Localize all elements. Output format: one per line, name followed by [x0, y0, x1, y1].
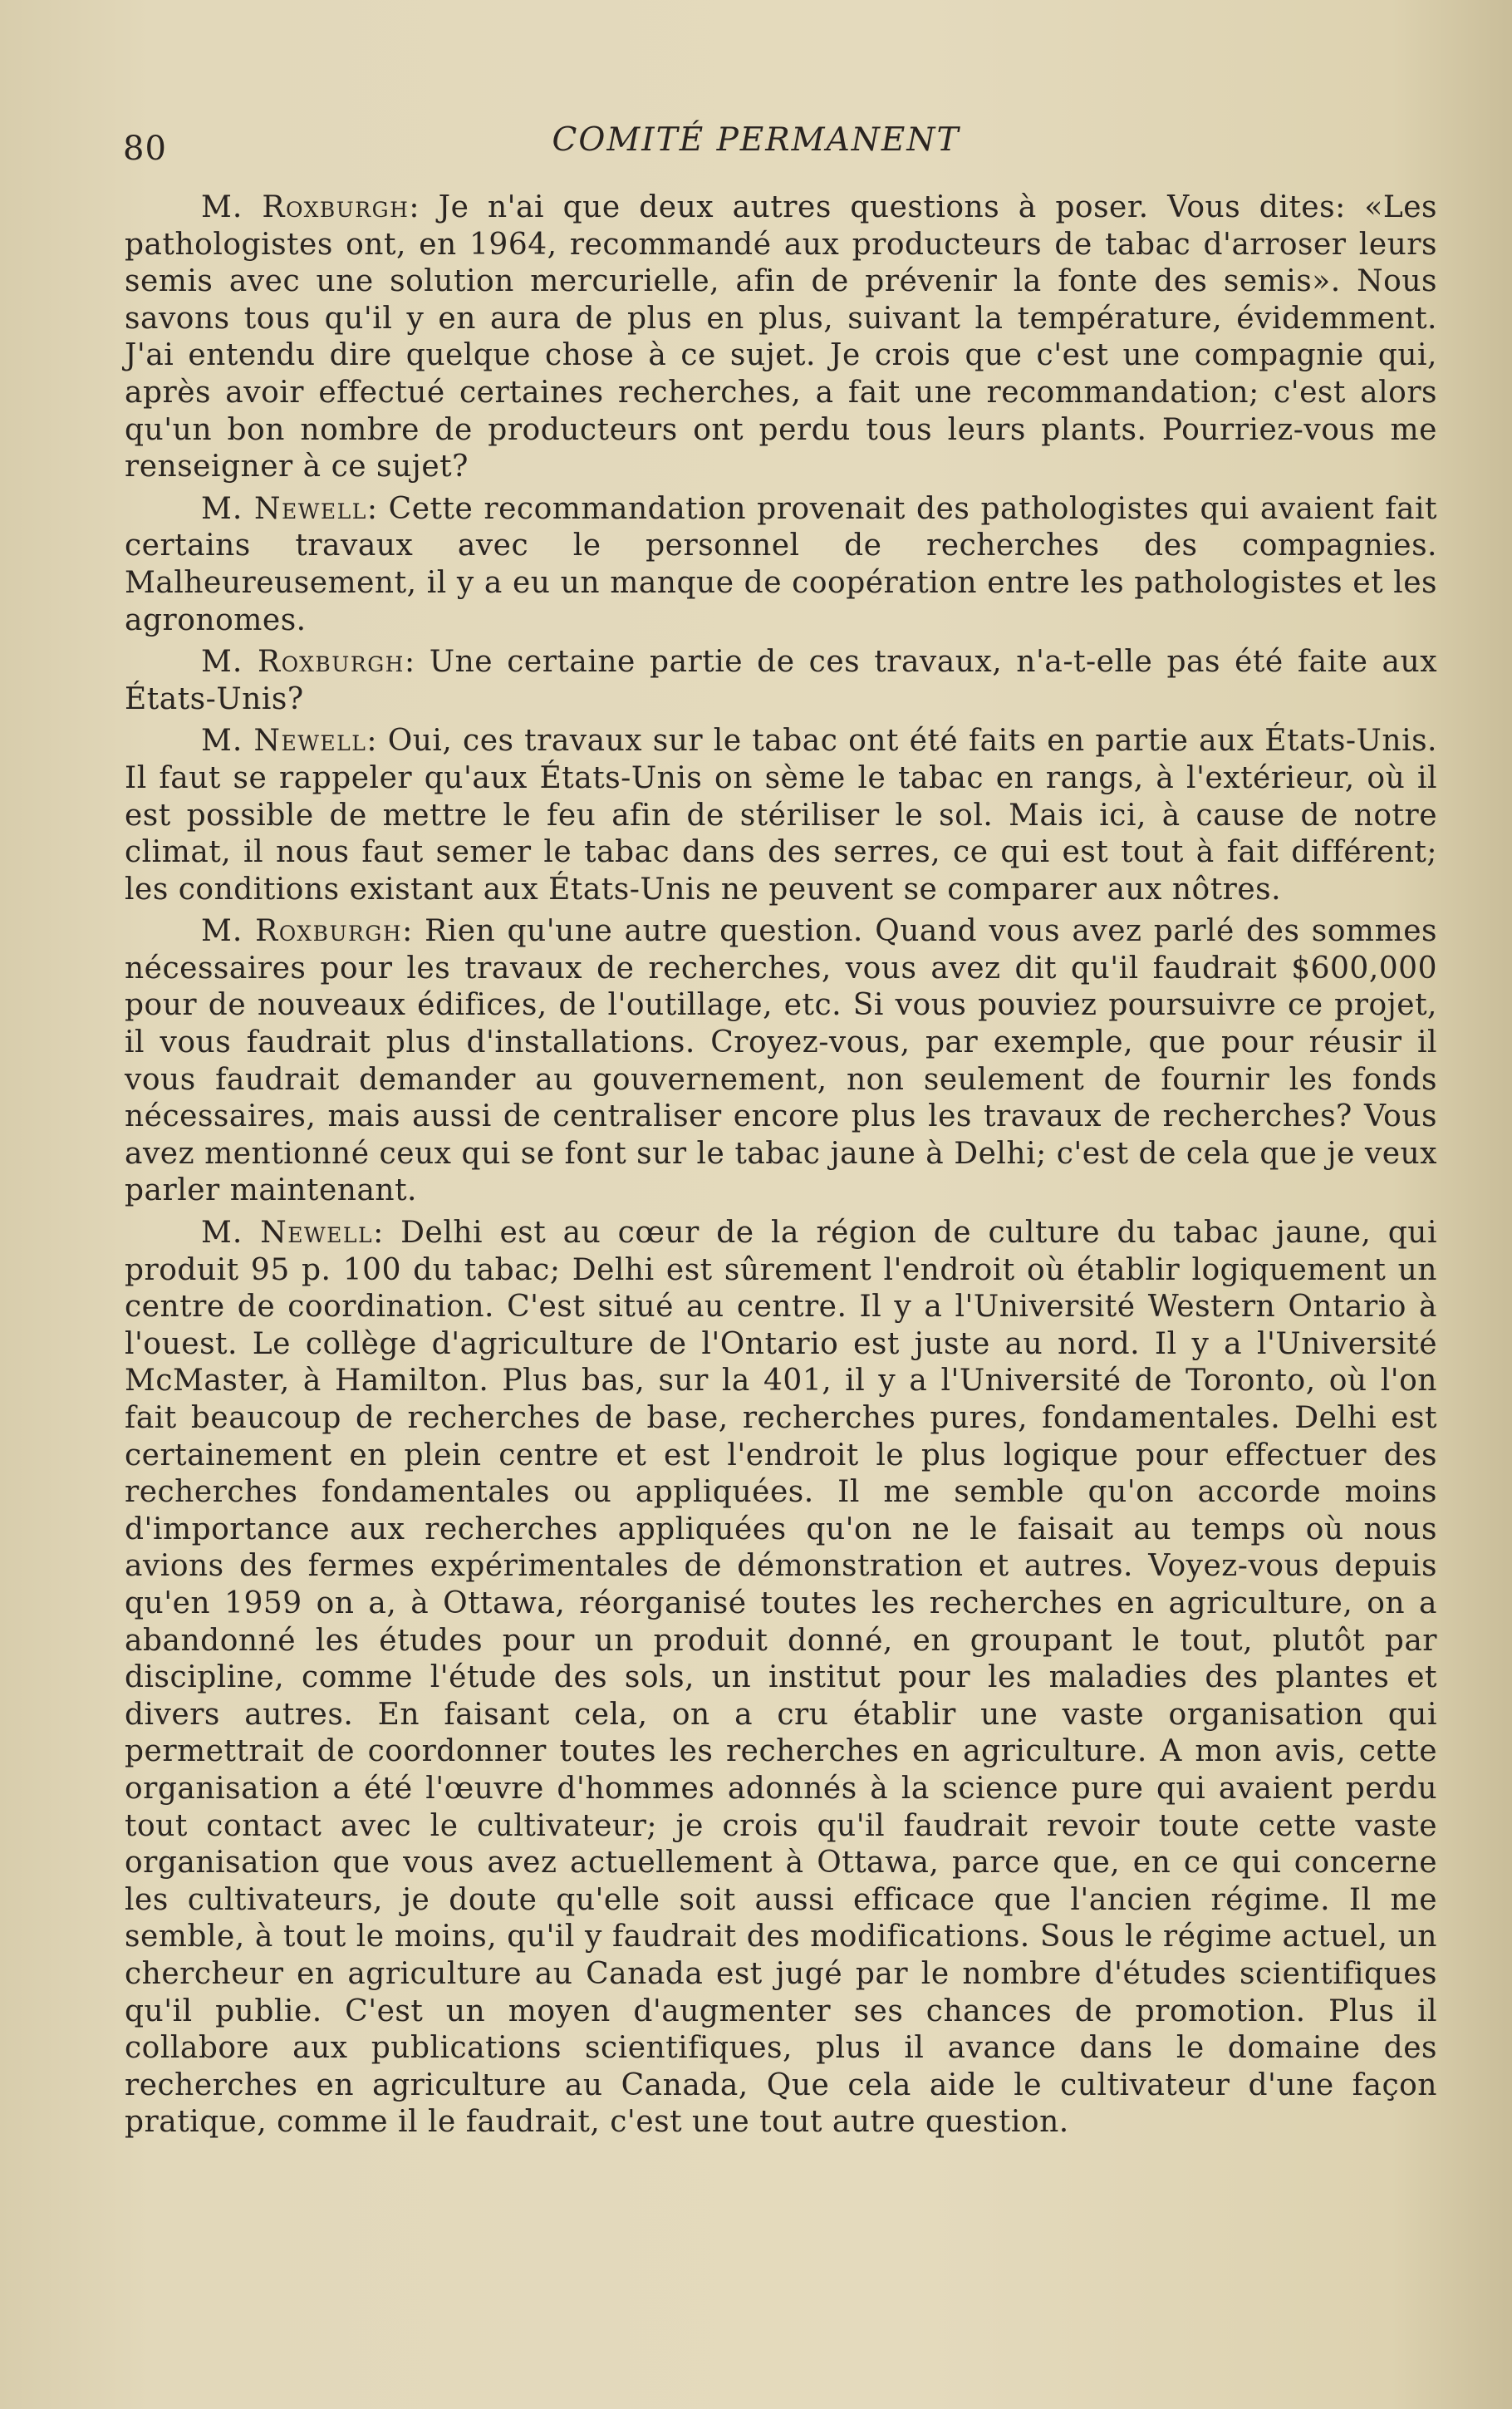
- paragraph-text: Rien qu'une autre question. Quand vous avez parlé des sommes nécessaires pour les travaux de recherches, vous avez dit qu'il faudrait $600,000 pour de nouveaux édifices, de l'outillage, etc. Si vous pouviez poursuivre ce projet, il vous faudrait plus d'installations. Croyez-vous, par exemple, que pour réusir il vous faudrait demander au gouvernement, non seulement de fournir les fonds nécessaires, mais aussi de centraliser encore plus les travaux de recherches? Vous avez mentionné ceux qui se font sur le tabac jaune à Delhi; c'est de cela que je veux parler maintenant.: [125, 914, 1437, 1208]
- paragraph-roxburgh-1: M. Roxburgh: Je n'ai que deux autres questions à poser. Vous dites: «Les pathologistes ont, en 1964, recommandé aux producteurs de tabac d'arroser leurs semis avec une solution mercurielle, afin de prévenir la fonte des semis». Nous savons tous qu'il y en aura de plus en plus, suivant la température, évidemment. J'ai entendu dire quelque chose à ce sujet. Je crois que c'est une compagnie qui, après avoir effectué certaines recherches, a fait une recommandation; c'est alors qu'un bon nombre de producteurs ont perdu tous leurs plants. Pourriez-vous me renseigner à ce sujet?: [125, 190, 1438, 484]
- speaker-prefix: M.: [201, 724, 254, 759]
- paragraph-newell-2: M. Newell: Oui, ces travaux sur le tabac ont été faits en partie aux États-Unis. Il faut se rappeler qu'aux États-Unis on sème le tabac en rangs, à l'extérieur, où il est possible de mettre le feu afin de stériliser le sol. Mais ici, à cause de notre climat, il nous faut semer le tabac dans des serres, ce qui est tout à fait différent; les conditions existant aux États-Unis ne peuvent se comparer aux nôtres.: [125, 724, 1437, 907]
- paragraph-text: Oui, ces travaux sur le tabac ont été faits en partie aux États-Unis. Il faut se rappeler qu'aux États-Unis on sème le tabac en rangs, à l'extérieur, où il est possible de mettre le feu afin de stériliser le sol. Mais ici, à cause de notre climat, il nous faut semer le tabac dans des serres, ce qui est tout à fait différent; les conditions existant aux États-Unis ne peuvent se comparer aux nôtres.: [125, 724, 1437, 907]
- speaker-name: Newell: [253, 491, 367, 526]
- speaker-name: Newell: [260, 1216, 374, 1251]
- paragraph-roxburgh-2: M. Roxburgh: Une certaine partie de ces travaux, n'a-t-elle pas été faite aux États-Unis?: [125, 645, 1437, 716]
- paragraph-text: Une certaine partie de ces travaux, n'a-t-elle pas été faite aux États-Unis?: [125, 645, 1437, 716]
- speaker-prefix: M.: [201, 190, 263, 224]
- running-head: COMITÉ PERMANENT: [552, 121, 960, 159]
- speaker-name: Newell: [253, 724, 367, 759]
- page-number: 80: [123, 130, 167, 168]
- speaker-prefix: M.: [201, 1216, 261, 1251]
- speaker-prefix: M.: [201, 645, 258, 680]
- transcript-body: [125, 189, 1437, 2146]
- speaker-name: Roxburgh: [257, 645, 405, 680]
- paragraph-newell-3: M. Newell: Delhi est au cœur de la région de culture du tabac jaune, qui produit 95 p. 100 du tabac; Delhi est sûrement l'endroit où établir logiquement un centre de coordination. C'est situé au centre. Il y a l'Université Western Ontario à l'ouest. Le collège d'agriculture de l'Ontario est juste au nord. Il y a l'Université McMaster, à Hamilton. Plus bas, sur la 401, il y a l'Université de Toronto, où l'on fait beaucoup de recherches de base, recherches pures, fondamentales. Delhi est certainement en plein centre et est l'endroit le plus logique pour effectuer des recherches fondamentales ou appliquées. Il me semble qu'on accorde moins d'importance aux recherches appliquées qu'on ne le faisait au temps où nous avions des fermes expérimentales de démonstration et autres. Voyez-vous depuis qu'en 1959 on a, à Ottawa, réorganisé toutes les recherches en agriculture, on a abandonné les études pour un produit donné, en groupant le tout, plutôt par discipline, comme l'étude des sols, un institut pour les maladies des plantes et divers autres. En faisant cela, on a cru établir une vaste organisation qui permettrait de coordonner toutes les recherches en agriculture. A mon avis, cette organisation a été l'œuvre d'hommes adonnés à la science pure qui avaient perdu tout contact avec le cultivateur; je crois qu'il faudrait revoir toute cette vaste organisation que vous avez actuellement à Ottawa, parce que, en ce qui concerne les cultivateurs, je doute qu'elle soit aussi efficace que l'ancien régime. Il me semble, à tout le moins, qu'il y faudrait des modifications. Sous le régime actuel, un chercheur en agriculture au Canada est jugé par le nombre d'études scientifiques qu'il publie. C'est un moyen d'augmenter ses chances de promotion. Plus il collabore aux publications scientifiques, plus il avance dans le domaine des recherches en agriculture au Canada, Que cela aide le cultivateur d'une façon pratique, comme il le faudrait, c'est une tout autre question.: [125, 1216, 1437, 2140]
- speaker-name: Roxburgh: [262, 190, 410, 224]
- paragraph-text: Je n'ai que deux autres questions à poser. Vous dites: «Les pathologistes ont, en 1964, recommandé aux producteurs de tabac d'arroser leurs semis avec une solution mercurielle, afin de prévenir la fonte des semis». Nous savons tous qu'il y en aura de plus en plus, suivant la température, évidemment. J'ai entendu dire quelque chose à ce sujet. Je crois que c'est une compagnie qui, après avoir effectué certaines recherches, a fait une recommandation; c'est alors qu'un bon nombre de producteurs ont perdu tous leurs plants. Pourriez-vous me renseigner à ce sujet?: [125, 190, 1438, 484]
- paragraph-newell-1: M. Newell: Cette recommandation provenait des pathologistes qui avaient fait certains travaux avec le personnel de recherches des compagnies. Malheureusement, il y a eu un manque de coopération entre les pathologistes et les agronomes.: [125, 491, 1437, 637]
- paragraph-roxburgh-3: M. Roxburgh: Rien qu'une autre question. Quand vous avez parlé des sommes nécessaires pour les travaux de recherches, vous avez dit qu'il faudrait $600,000 pour de nouveaux édifices, de l'outillage, etc. Si vous pouviez poursuivre ce projet, il vous faudrait plus d'installations. Croyez-vous, par exemple, que pour réusir il vous faudrait demander au gouvernement, non seulement de fournir les fonds nécessaires, mais aussi de centraliser encore plus les travaux de recherches? Vous avez mentionné ceux qui se font sur le tabac jaune à Delhi; c'est de cela que je veux parler maintenant.: [125, 914, 1437, 1208]
- speaker-name: Roxburgh: [255, 914, 403, 949]
- paragraph-text: Cette recommandation provenait des pathologistes qui avaient fait certains travaux avec le personnel de recherches des compagnies. Malheureusement, il y a eu un manque de coopération entre les pathologistes et les agronomes.: [125, 491, 1437, 637]
- speaker-prefix: M.: [201, 914, 256, 949]
- paragraph-text: Delhi est au cœur de la région de culture du tabac jaune, qui produit 95 p. 100 du tabac; Delhi est sûrement l'endroit où établir logiquement un centre de coordination. C'est situé au centre. Il y a l'Université Western Ontario à l'ouest. Le collège d'agriculture de l'Ontario est juste au nord. Il y a l'Université McMaster, à Hamilton. Plus bas, sur la 401, il y a l'Université de Toronto, où l'on fait beaucoup de recherches de base, recherches pures, fondamentales. Delhi est certainement en plein centre et est l'endroit le plus logique pour effectuer des recherches fondamentales ou appliquées. Il me semble qu'on accorde moins d'importance aux recherches appliquées qu'on ne le faisait au temps où nous avions des fermes expérimentales de démonstration et autres. Voyez-vous depuis qu'en 1959 on a, à Ottawa, réorganisé toutes les recherches en agriculture, on a abandonné les études pour un produit donné, en groupant le tout, plutôt par discipline, comme l'étude des sols, un institut pour les maladies des plantes et divers autres. En faisant cela, on a cru établir une vaste organisation qui permettrait de coordonner toutes les recherches en agriculture. A mon avis, cette organisation a été l'œuvre d'hommes adonnés à la science pure qui avaient perdu tout contact avec le cultivateur; je crois qu'il faudrait revoir toute cette vaste organisation que vous avez actuellement à Ottawa, parce que, en ce qui concerne les cultivateurs, je doute qu'elle soit aussi efficace que l'ancien régime. Il me semble, à tout le moins, qu'il y faudrait des modifications. Sous le régime actuel, un chercheur en agriculture au Canada est jugé par le nombre d'études scientifiques qu'il publie. C'est un moyen d'augmenter ses chances de promotion. Plus il collabore aux publications scientifiques, plus il avance dans le domaine des recherches en agriculture au Canada, Que cela aide le cultivateur d'une façon pratique, comme il le faudrait, c'est une tout autre question.: [125, 1216, 1437, 2140]
- speaker-prefix: M.: [201, 491, 254, 526]
